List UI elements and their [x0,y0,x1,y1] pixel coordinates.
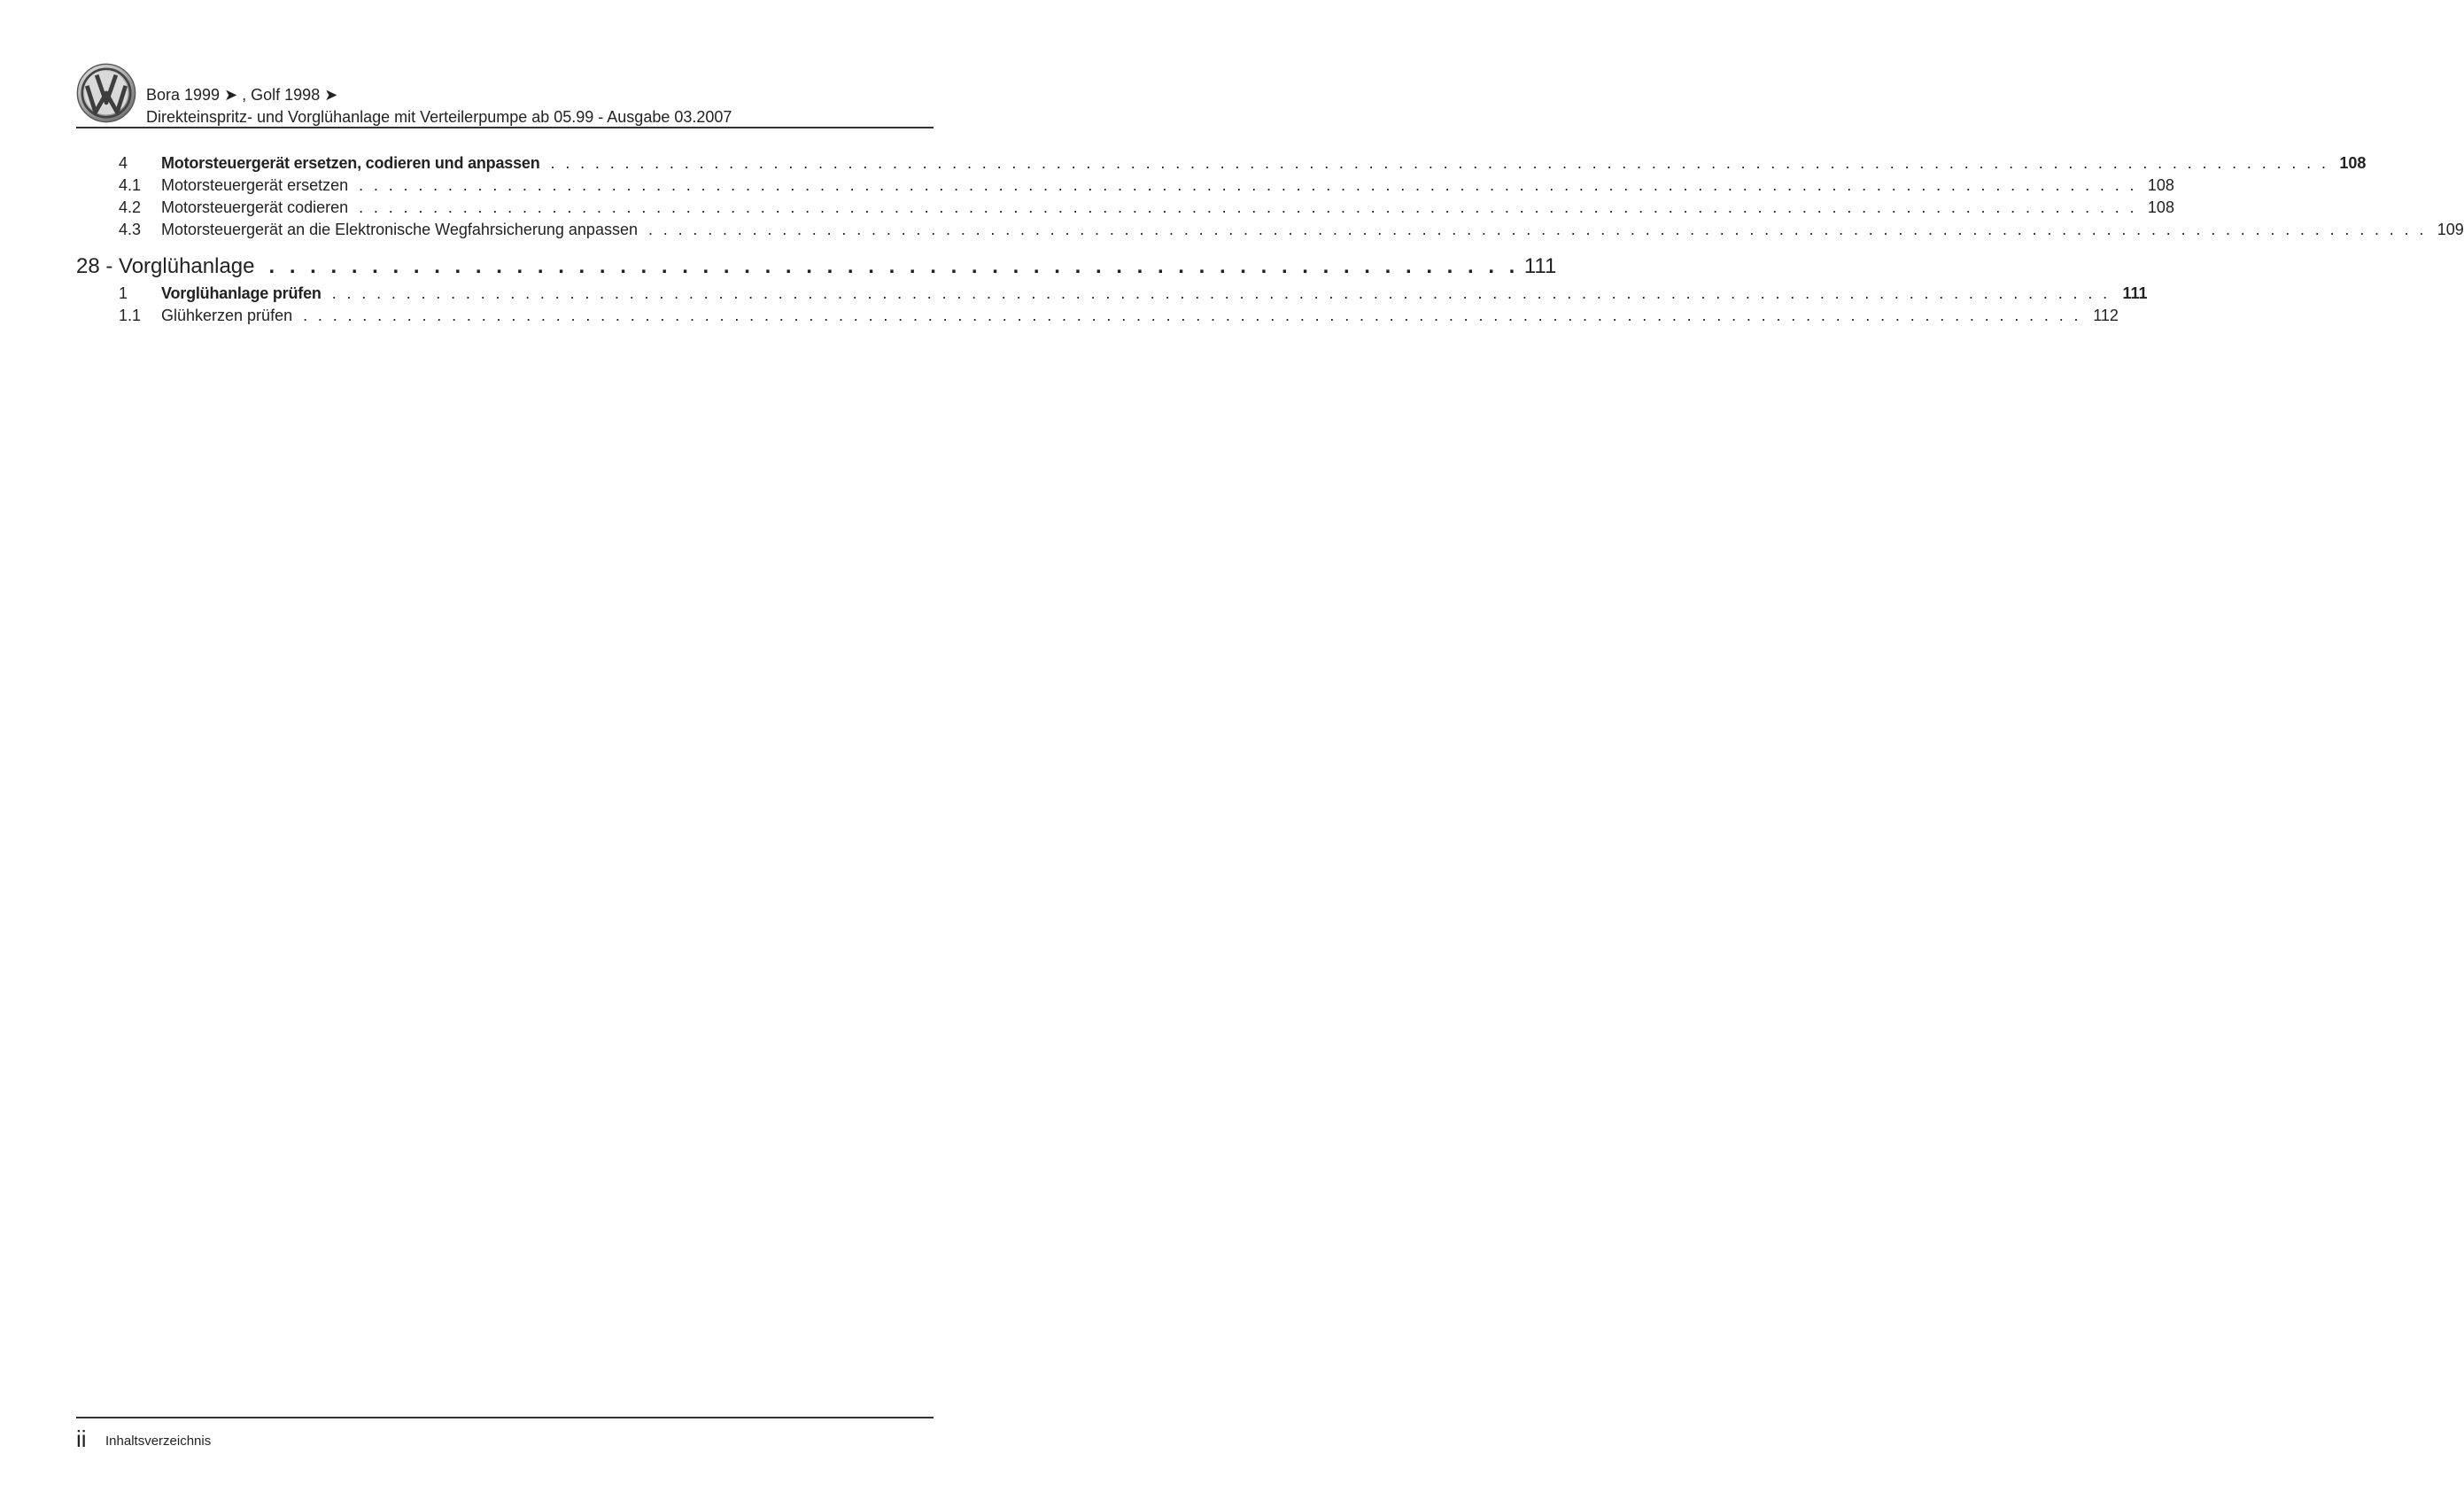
toc-entry-title: Motorsteuergerät ersetzen [161,176,349,194]
toc-leader-dots: . . . . . . . . . . . . . . . . . . . . . . . . . . . . . . . . . . . . . . . . . . . . . . . . . . . . . . . . . . . . . . . . . . . . . . . . . . . . . . . . . . . . . . . . . . . . . . . . . . . . . . . . . . . . . . . . . . . . . . . . [550,154,2329,172]
toc-entry-page: 108 [2147,198,2174,216]
toc-entry-number: 4.1 [119,176,142,194]
toc-entry-page: 112 [2093,307,2119,324]
toc-group-chapter-23 [76,154,2464,243]
toc-entry-number: 4.2 [119,198,142,216]
toc-entry[interactable] [76,307,2119,329]
toc-entry-title: Motorsteuergerät an die Elektronische Wegfahrsicherung anpassen [161,221,638,238]
toc-leader-dots: . . . . . . . . . . . . . . . . . . . . . . . . . . . . . . . . . . . . . . . . . . . . . . . . . . . . . . . . . . . . . . . . . . . . . . . . . . . . . . . . . . . . . . . . . . . . . . . . . . . . . . . . . . . . . . . . . . . . . . . . [359,176,2137,194]
toc-entry-title: Motorsteuergerät codieren [161,198,349,216]
toc-entry-number: 4 [119,154,128,172]
toc-leader-dots: . . . . . . . . . . . . . . . . . . . . . . . . . . . . . . . . . . . . . . . . . . . . . . . . . . . . . . . . . . . . . [268,254,1520,278]
footer-section-label: Inhaltsverzeichnis [105,1434,212,1449]
toc-leader-dots: . . . . . . . . . . . . . . . . . . . . . . . . . . . . . . . . . . . . . . . . . . . . . . . . . . . . . . . . . . . . . . . . . . . . . . . . . . . . . . . . . . . . . . . . . . . . . . . . . . . . . . . . . . . . . . . . . . . . . . . . [359,198,2137,216]
toc-entry-title: Vorglühanlage prüfen [161,284,322,302]
toc-leader-dots: . . . . . . . . . . . . . . . . . . . . . . . . . . . . . . . . . . . . . . . . . . . . . . . . . . . . . . . . . . . . . . . . . . . . . . . . . . . . . . . . . . . . . . . . . . . . . . . . . . . . . . . . . . . . . . . . . . . . . . . . [647,221,2427,238]
toc-entry-page: 111 [2122,284,2148,302]
toc-leader-dots: . . . . . . . . . . . . . . . . . . . . . . . . . . . . . . . . . . . . . . . . . . . . . . . . . . . . . . . . . . . . . . . . . . . . . . . . . . . . . . . . . . . . . . . . . . . . . . . . . . . . . . . . . . . . . . . . . . . . . . . . [331,284,2111,302]
toc-entry-number: 1 [119,284,128,302]
toc-chapter-title: 28 - Vorglühanlage [76,254,255,278]
header-divider [76,127,934,128]
toc-entry-page: 109 [2437,221,2464,238]
toc-entry[interactable] [76,154,2367,176]
vw-logo [76,63,136,123]
toc-entry[interactable] [76,198,2174,221]
header-title-line: Direkteinspritz- und Vorglühanlage mit Verteilerpumpe ab 05.99 - Ausgabe 03.2007 [146,108,732,126]
toc-entry-number: 4.3 [119,221,142,238]
toc-entry-title: Motorsteuergerät ersetzen, codieren und anpassen [161,154,540,172]
footer-page-number: ii [76,1426,87,1452]
header-model-line: Bora 1999 ➤ , Golf 1998 ➤ [146,86,338,104]
toc-chapter-heading[interactable] [76,254,1557,284]
toc-entry[interactable] [76,221,2464,243]
toc-leader-dots: . . . . . . . . . . . . . . . . . . . . . . . . . . . . . . . . . . . . . . . . . . . . . . . . . . . . . . . . . . . . . . . . . . . . . . . . . . . . . . . . . . . . . . . . . . . . . . . . . . . . . . . . . . . . . . . . . . . . . . . . [303,307,2081,324]
footer-divider [76,1417,934,1418]
toc-entry[interactable] [76,176,2174,198]
toc-entry-page: 108 [2147,176,2174,194]
toc-chapter-page: 111 [1523,254,1557,278]
toc-entry-page: 108 [2339,154,2367,172]
table-of-contents [76,154,2464,329]
toc-entry[interactable] [76,284,2148,307]
toc-entry-title: Glühkerzen prüfen [161,307,293,324]
toc-entry-number: 1.1 [119,307,142,324]
toc-group-chapter-28 [76,284,2148,329]
